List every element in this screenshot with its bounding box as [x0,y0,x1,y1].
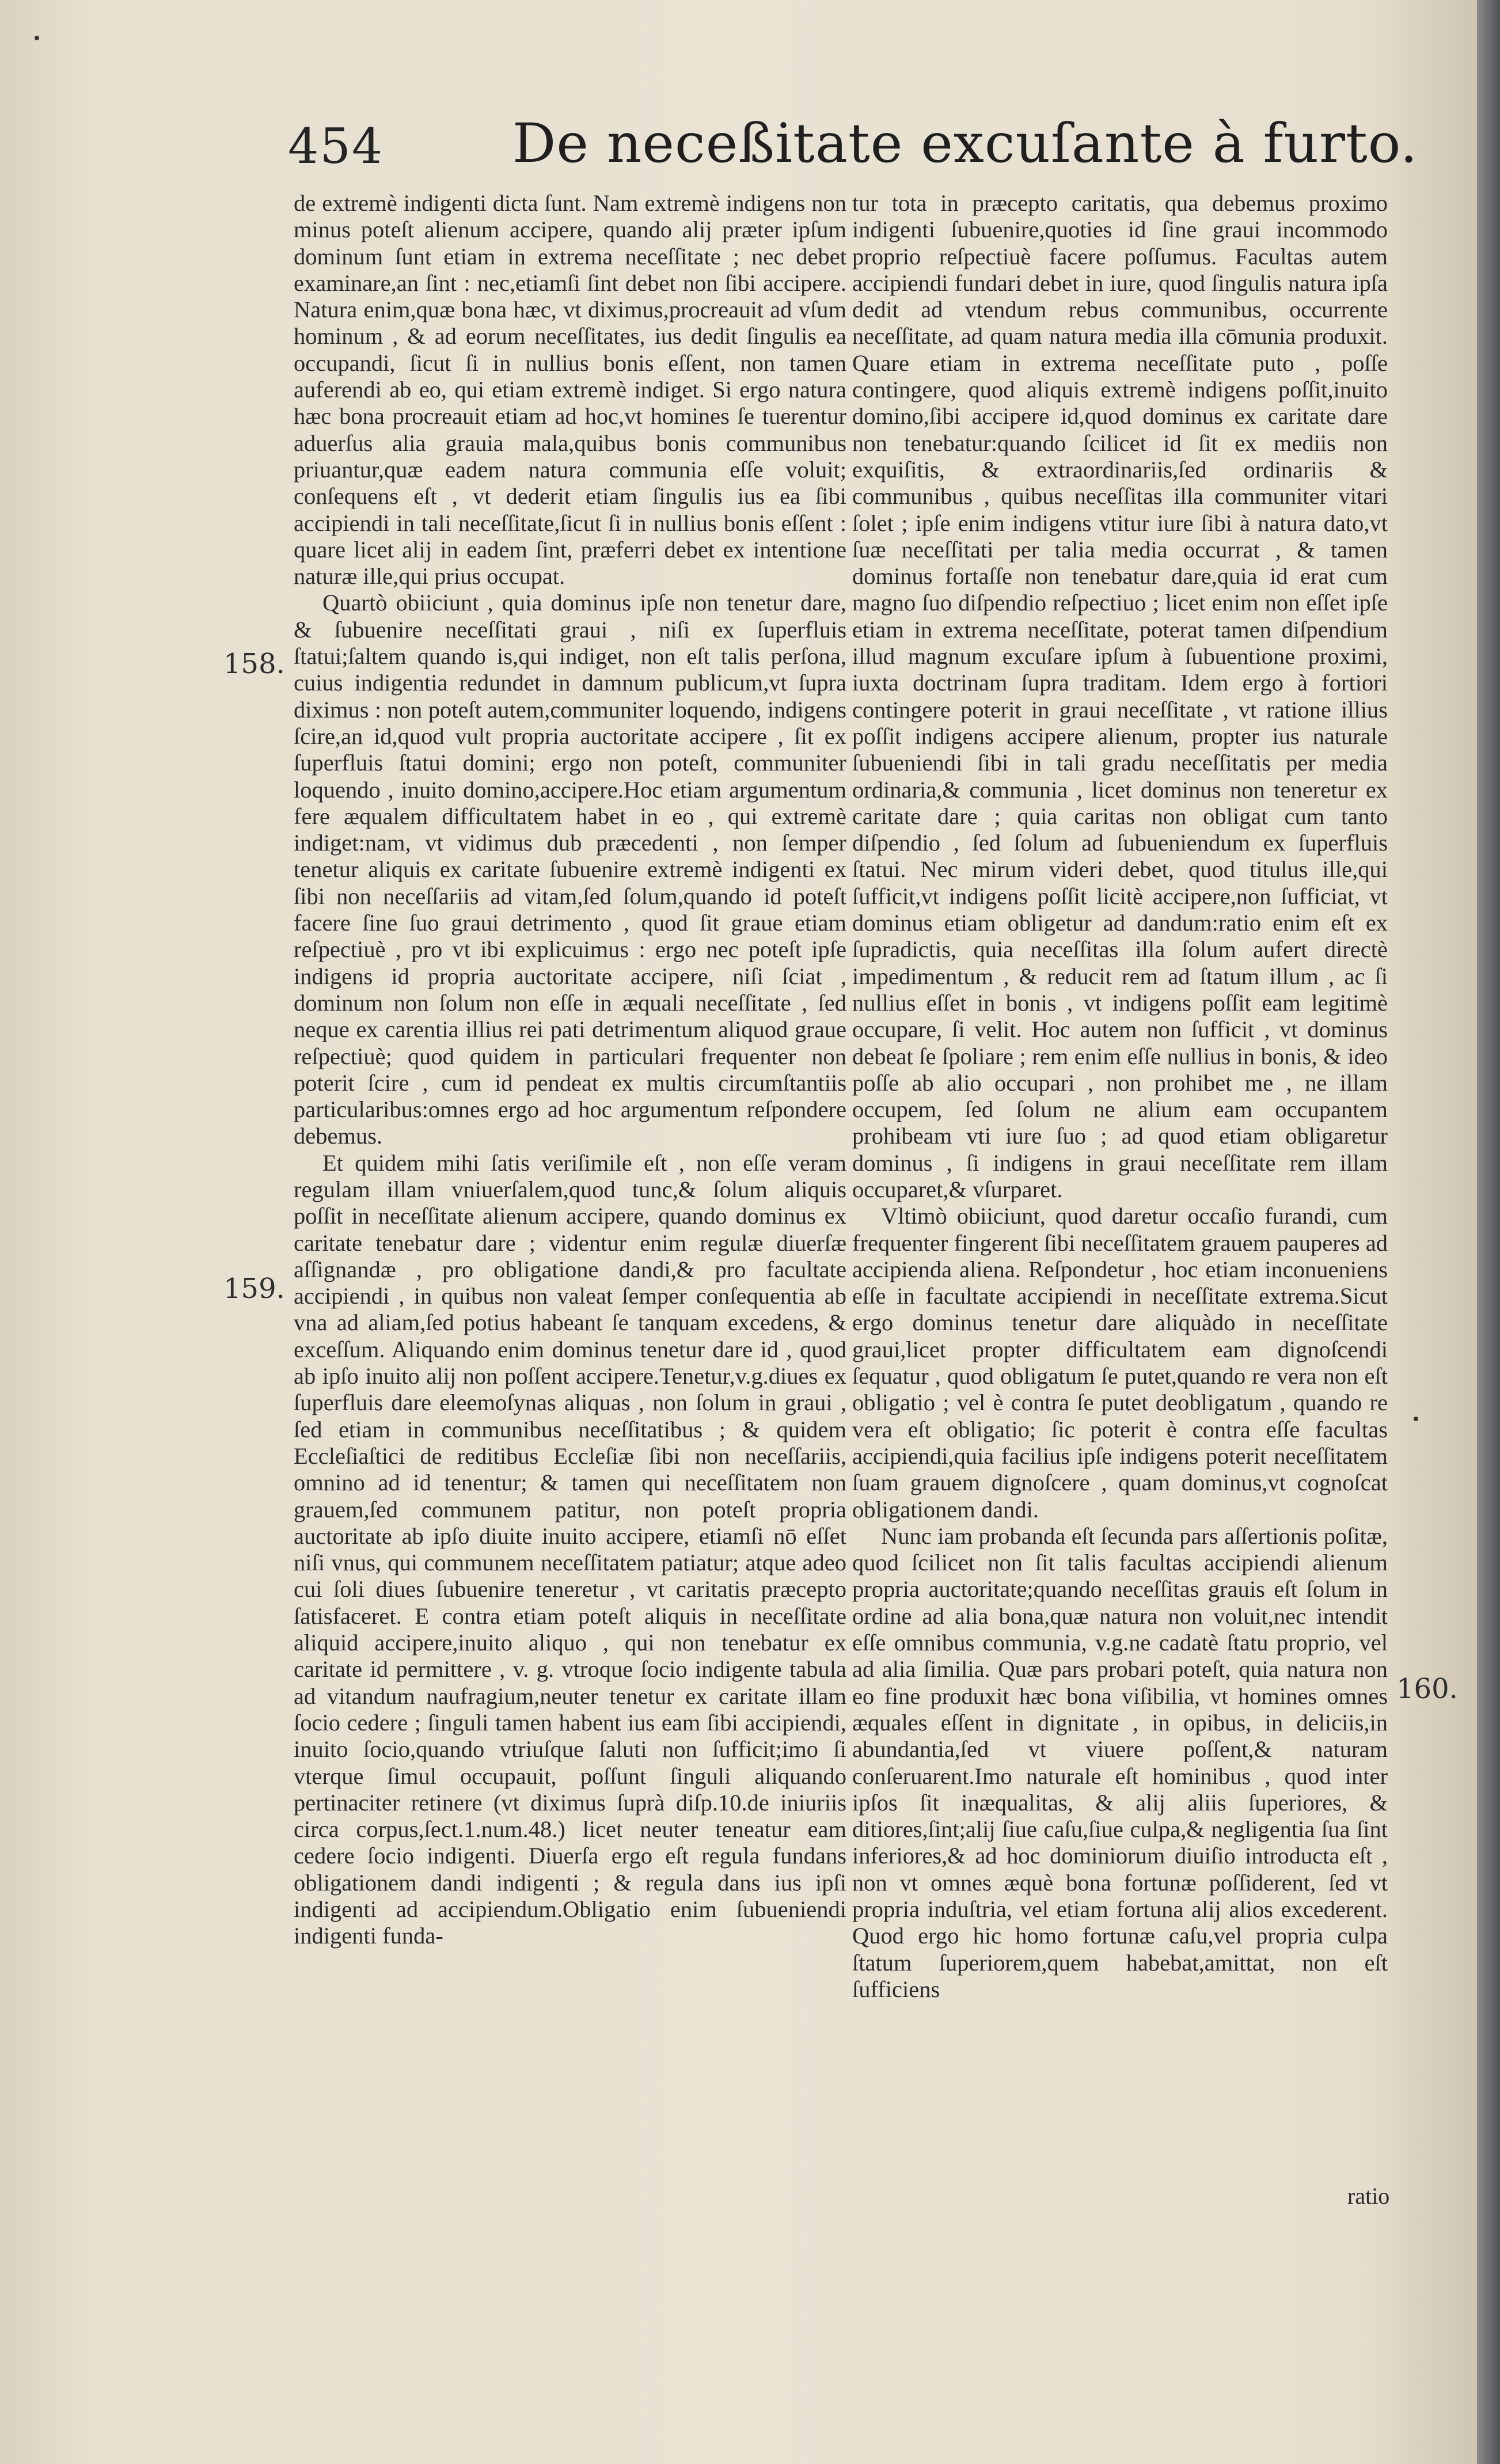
paragraph: Nunc iam probanda eſt ſecunda pars aſſertionis poſitæ, quod ſcilicet non ſit talis facultas accipiendi alienum propria auctoritate;quando neceſſitas grauis eſt ſolum in ordine ad alia bona,quæ natura non voluit,nec intendit eſſe omnibus communia, v.g.ne cadatè ſtatu proprio, vel ad alia ſimilia. Quæ pars probari poteſt, quia natura non eo fine produxit hæc bona viſibilia, vt homines omnes æquales eſſent in dignitate , in opibus, in deliciis,in abundantia,ſed vt viuere poſſent,& naturam conſeruarent.Imo naturale eſt hominibus , quod inter ipſos ſit inæqualitas, & alij aliis ſuperiores, & ditiores,ſint;alij ſiue caſu,ſiue culpa,& negligentia ſua ſint inferiores,& ad hoc dominiorum diuiſio introducta eſt , non vt omnes æquè bona fortunæ poſſiderent, ſed vt propria induſtria, vel etiam fortuna alij alios excederent. Quod ergo hic homo fortunæ caſu,vel propria culpa ſtatum ſuperiorem,quem habebat,amittat, non eſt ſufficiens [852,1523,1388,2002]
paragraph: Vltimò obiiciunt, quod daretur occaſio furandi, cum frequenter fingerent ſibi neceſſitatem grauem pauperes ad accipienda aliena. Reſpondetur , hoc etiam inconueniens eſſe in facultate accipiendi in neceſſitate extrema.Sicut ergo dominus tenetur dare aliquàdo in neceſſitate graui,licet propter difficultatem eam dignoſcendi ſequatur , quod obligatum ſe putet,quando re vera non eſt obligatio ; vel è contra ſe putet deobligatum , quando re vera eſt obligatio; ſic poterit è contra eſſe facultas accipiendi,quia facilius ipſe indigens poterit neceſſitatem ſuam grauem dignoſcere , quam dominus,vt cognoſcat obligationem dandi. [852,1203,1388,1523]
paragraph: tur tota in præcepto caritatis, qua debemus proximo indigenti ſubuenire,quoties id ſine graui incommodo proprio reſpectiuè facere poſſumus. Facultas autem accipiendi fundari debet in iure, quod ſingulis natura ipſa dedit ad vtendum rebus communibus, occurrente neceſſitate, ad quam natura media illa cōmunia produxit. Quare etiam in extrema neceſſitate puto , poſſe contingere, quod aliquis extremè indigens poſſit,inuito domino,ſibi accipere id,quod dominus ex caritate dare non tenebatur:quando ſcilicet id ſit ex mediis non exquiſitis, & extraordinariis,ſed ordinariis & communibus , quibus neceſſitas illa communiter vitari ſolet ; ipſe enim indigens vtitur iure ſibi à natura dato,vt ſuæ neceſſitati per talia media occurrat , & tamen dominus fortaſſe non tenebatur dare,quia id erat cum magno ſuo diſpendio reſpectiuo ; licet enim non eſſet ipſe etiam in extrema neceſſitate, poterat tamen diſpendium illud magnum excuſare ipſum à ſubuentione proximi, iuxta doctrinam ſupra traditam. Idem ergo à fortiori contingere poterit in graui neceſſitate , vt ratione illius poſſit indigens accipere alienum, propter ius naturale ſubueniendi ſibi in tali gradu neceſſitatis per media ordinaria,& communia , licet dominus non teneretur ex caritate dare ; quia caritas non obligat cum tanto diſpendio , ſed ſolum ad ſubueniendum ex ſuperfluis ſtatui. Nec mirum videri debet, quod titulus ille,qui ſufficit,vt indigens poſſit licitè accipere,non ſufficiat, vt dominus etiam obligetur ad dandum:ratio enim eſt ex ſupradictis, quia neceſſitas illa ſolum aufert directè impedimentum , & reducit rem ad ſtatum illum , ac ſi nullius eſſet in bonis , vt indigens poſſit eam legitimè occupare, ſi velit. Hoc autem non ſufficit , vt dominus debeat ſe ſpoliare ; rem enim eſſe nullius in bonis, & ideo poſſe ab alio occupari , non prohibet me , ne illam occupem, ſed ſolum ne alium eam occupantem prohibeam vti iure ſuo ; ad quod etiam obligaretur dominus , ſi indigens in graui neceſſitate rem illam occuparet,& vſurparet. [852,190,1388,1202]
margin-number-160: 160. [1396,1673,1458,1705]
page-edge [1477,0,1500,2464]
running-title: De neceßitate excuſante à furto. [512,112,1418,175]
margin-number-158: 158. [223,648,285,680]
page-number: 454 [288,118,384,174]
margin-number-159: 159. [223,1273,285,1305]
page-header [282,107,1418,187]
paragraph: Quartò obiiciunt , quia dominus ipſe non tenetur dare, & ſubuenire neceſſitati graui , niſi ex ſuperfluis ſtatui;ſaltem quando is,qui indiget, non eſt talis perſona, cuius indigentia redundet in damnum publicum,vt ſupra diximus : non poteſt autem,communiter loquendo, indigens ſcire,an id,quod vult propria auctoritate accipere , ſit ex ſuperfluis ſtatui domini; ergo non poteſt, communiter loquendo , inuito domino,accipere.Hoc etiam argumentum fere æqualem difficultatem habet in eo , qui extremè indiget:nam, vt vidimus dub præcedenti , non ſemper tenetur aliquis ex caritate ſubuenire extremè indigenti ex ſibi non neceſſariis ad vitam,ſed ſolum,quando id poteſt facere ſine ſuo graui detrimento , quod ſit graue etiam reſpectiuè , pro vt ibi explicuimus : ergo nec poteſt ipſe indigens id propria auctoritate accipere, niſi ſciat , dominum non ſolum non eſſe in æquali neceſſitate , ſed neque ex carentia illius rei pati detrimentum aliquod graue reſpectiuè; quod quidem in particulari frequenter non poterit ſcire , cum id pendeat ex multis circumſtantiis particularibus:omnes ergo ad hoc argumentum reſpondere debemus. [294,590,846,1149]
left-column [294,190,846,2217]
paragraph: Et quidem mihi ſatis veriſimile eſt , non eſſe veram regulam illam vniuerſalem,quod tunc,& ſolum aliquis poſſit in neceſſitate alienum accipere, quando dominus ex caritate tenebatur dare ; videntur enim regulæ diuerſæ aſſignandæ , pro obligatione dandi,& pro facultate accipiendi , in quibus non valeat ſemper conſequentia ab vna ad aliam,ſed potius habeant ſe tanquam excedens, & exceſſum. Aliquando enim dominus tenetur dare id , quod ab ipſo inuito alij non poſſent accipere.Tenetur,v.g.diues ex ſuperfluis dare eleemoſynas aliquas , non ſolum in graui , ſed etiam in communibus neceſſitatibus ; & quidem Eccleſiaſtici de reditibus Eccleſiæ ſibi non neceſſariis, omnino ad id tenentur; & tamen qui neceſſitatem non grauem,ſed communem patitur, non poteſt propria auctoritate ab ipſo diuite inuito accipere, etiamſi nō eſſet niſi vnus, qui communem neceſſitatem patiatur; atque adeo cui ſoli diues ſubuenire teneretur , vt caritatis præcepto ſatisfaceret. E contra etiam poteſt aliquis in neceſſitate aliquid accipere,inuito aliquo , qui non tenebatur ex caritate id permittere , v. g. vtroque ſocio indigente tabula ad vitandum naufragium,neuter tenetur ex caritate illam ſocio cedere ; ſinguli tamen habent ius eam ſibi accipiendi, inuito ſocio,quando vtriuſque ſaluti non ſufficit;imo ſi vterque ſimul occupauit, poſſunt ſinguli aliquando pertinaciter retinere (vt diximus ſuprà diſp.10.de iniuriis circa corpus,ſect.1.num.48.) licet neuter teneatur eam cedere ſocio indigenti. Diuerſa ergo eſt regula fundans obligationem dandi indigenti ; & regula dans ius ipſi indigenti ad accipiendum.Obligatio enim ſubueniendi indigenti funda- [294,1149,846,1949]
paragraph: de extremè indigenti dicta ſunt. Nam extremè indigens non minus poteſt alienum accipere, quando alij præter ipſum dominum ſunt etiam in extrema neceſſitate ; nec debet examinare,an ſint : nec,etiamſi ſint debet non ſibi accipere. Natura enim,quæ bona hæc, vt diximus,procreauit ad vſum hominum , & ad eorum neceſſitates, ius dedit ſingulis ea occupandi, ſicut ſi in nullius bonis eſſent, non tamen auferendi ab eo, qui etiam extremè indiget. Si ergo natura hæc bona procreauit etiam ad hoc,vt homines ſe tuerentur aduerſus alia grauia mala,quibus bonis communibus priuantur,quæ eadem natura communia eſſe voluit; conſequens eſt , vt dederit etiam ſingulis ius ea ſibi accipiendi in tali neceſſitate,ſicut ſi in nullius bonis eſſent : quare licet alij in eadem ſint, præferri debet ex intentione naturæ ille,qui prius occupat. [294,190,846,590]
ink-speck [35,36,39,40]
ink-speck [1414,1417,1418,1421]
catchword: ratio [1347,2183,1390,2209]
right-column [852,190,1388,2217]
